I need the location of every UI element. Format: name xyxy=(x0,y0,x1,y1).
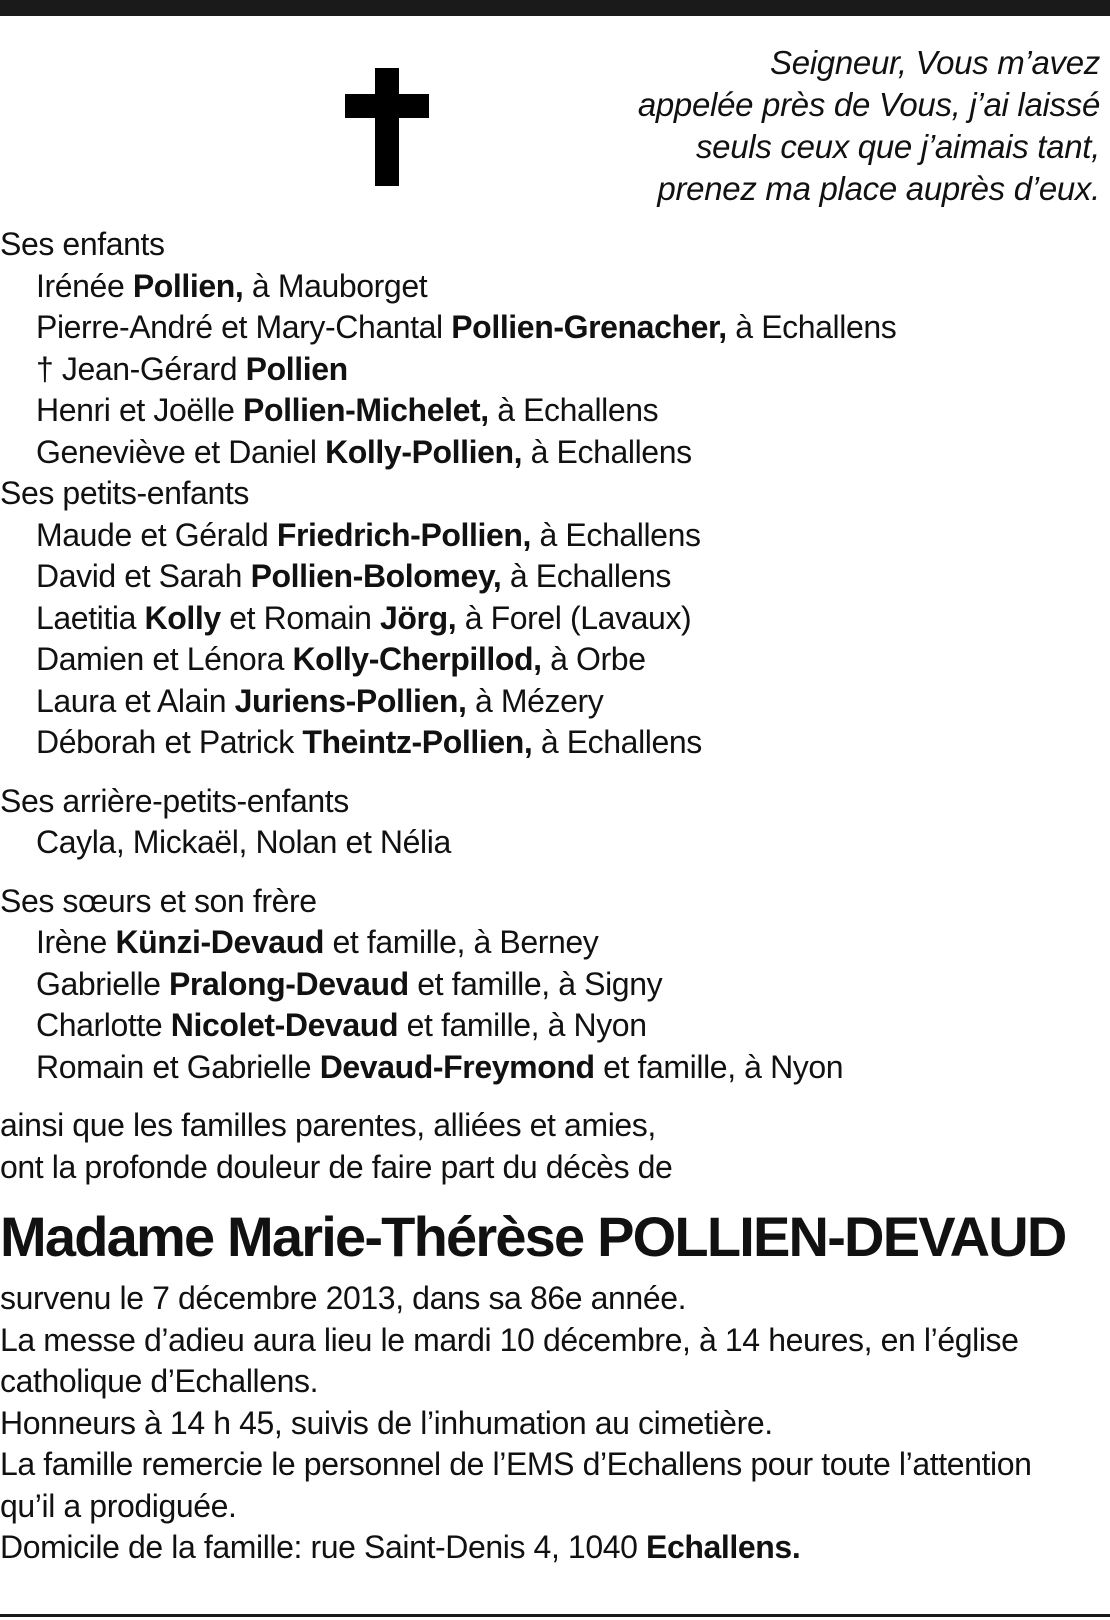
section-heading-petits-enfants: Ses petits-enfants xyxy=(0,475,249,511)
family-row: Charlotte Nicolet-Devaud et famille, à Nyon xyxy=(36,1007,647,1043)
section-heading-enfants: Ses enfants xyxy=(0,226,165,262)
detail-line: La messe d’adieu aura lieu le mardi 10 décembre, à 14 heures, en l’église xyxy=(0,1321,1019,1358)
top-rule xyxy=(0,0,1110,16)
family-row: Cayla, Mickaël, Nolan et Nélia xyxy=(36,824,451,860)
verse-line: Seigneur, Vous m’avez xyxy=(769,44,1100,81)
family-row: Maude et Gérald Friedrich-Pollien, à Echallens xyxy=(36,516,701,553)
announcement-line: ainsi que les familles parentes, alliées et amies, xyxy=(0,1107,656,1143)
verse-line: appelée près de Vous, j’ai laissé xyxy=(637,86,1100,123)
family-row: Pierre-André et Mary-Chantal Pollien-Grenacher, à Echallens xyxy=(36,309,897,345)
cross-icon xyxy=(345,68,429,186)
obituary-body xyxy=(0,224,1110,1569)
detail-line: catholique d’Echallens. xyxy=(0,1363,319,1399)
family-row: Damien et Lénora Kolly-Cherpillod, à Orbe xyxy=(36,641,646,677)
verse-line: seuls ceux que j’aimais tant, xyxy=(695,128,1100,165)
domicile-line: Domicile de la famille: rue Saint-Denis 4, 1040 Echallens. xyxy=(0,1529,801,1565)
detail-line: survenu le 7 décembre 2013, dans sa 86e année. xyxy=(0,1280,687,1316)
detail-line: Honneurs à 14 h 45, suivis de l’inhumation au cimetière. xyxy=(0,1404,773,1441)
family-row: Laura et Alain Juriens-Pollien, à Mézery xyxy=(36,682,604,719)
family-row: Déborah et Patrick Theintz-Pollien, à Echallens xyxy=(36,724,702,760)
family-row: David et Sarah Pollien-Bolomey, à Echallens xyxy=(36,558,671,594)
family-row: Irène Künzi-Devaud et famille, à Berney xyxy=(36,924,599,960)
deceased-name: Madame Marie-Thérèse POLLIEN-DEVAUD xyxy=(0,1205,1066,1268)
family-row: Henri et Joëlle Pollien-Michelet, à Echallens xyxy=(36,392,659,428)
family-row: Irénée Pollien, à Mauborget xyxy=(36,267,428,304)
section-heading-fratrie: Ses sœurs et son frère xyxy=(0,882,317,919)
bottom-rule xyxy=(0,1614,1110,1617)
family-row: Laetitia Kolly et Romain Jörg, à Forel (Lavaux) xyxy=(36,599,692,636)
announcement-line: ont la profonde douleur de faire part du décès de xyxy=(0,1148,673,1185)
verse xyxy=(540,42,1100,210)
family-row: Gabrielle Pralong-Devaud et famille, à Signy xyxy=(36,965,663,1002)
family-row: Romain et Gabrielle Devaud-Freymond et famille, à Nyon xyxy=(36,1048,844,1085)
verse-line: prenez ma place auprès d’eux. xyxy=(657,170,1100,207)
section-heading-arriere-petits-enfants: Ses arrière-petits-enfants xyxy=(0,782,349,819)
detail-line: La famille remercie le personnel de l’EMS d’Echallens pour toute l’attention xyxy=(0,1446,1032,1482)
family-row: † Jean-Gérard Pollien xyxy=(36,350,348,387)
detail-line: qu’il a prodiguée. xyxy=(0,1487,237,1524)
family-row: Geneviève et Daniel Kolly-Pollien, à Echallens xyxy=(36,433,692,470)
